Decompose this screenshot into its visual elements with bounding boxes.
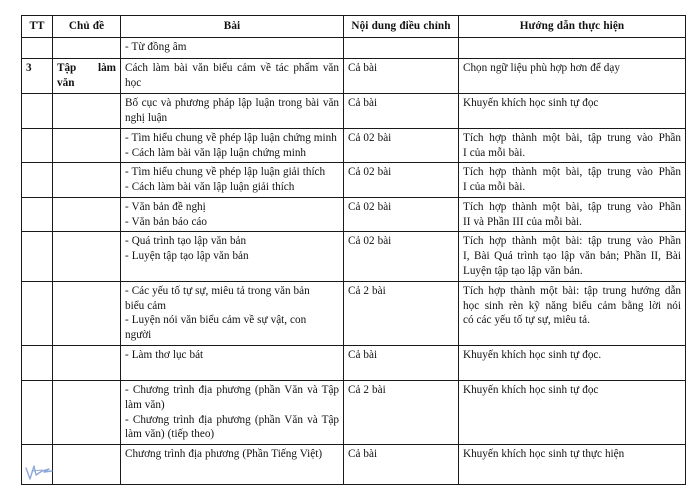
table-header-row xyxy=(22,16,686,38)
lesson-line: Cách làm bài văn biểu cảm về tác phẩm văn xyxy=(125,61,339,74)
lesson-line: làm văn) xyxy=(125,398,165,411)
lesson-line: - Luyện nói văn biểu cảm về sự vật, con xyxy=(125,314,307,327)
table-row xyxy=(22,58,686,93)
cell-content: Cả 02 bài xyxy=(344,232,459,281)
lesson-line: - Quá trình tạo lập văn bản xyxy=(125,235,247,248)
lesson-line: - Cách làm bài văn lập luận chứng minh xyxy=(125,146,307,159)
lesson-line: - Làm thơ lục bát xyxy=(125,348,204,361)
lesson-line: làm văn) (tiếp theo) xyxy=(125,428,215,441)
lesson-line: - Luyện tập tạo lập văn bản xyxy=(125,250,249,263)
cell-topic xyxy=(53,380,121,444)
cell-topic xyxy=(53,197,121,232)
guide-line: I, Bài Quá trình tạo lập văn bản; Phần II, Bài xyxy=(463,250,681,263)
lesson-line: - Tìm hiểu chung về phép lập luận chứng minh xyxy=(125,131,337,144)
cell-lesson xyxy=(121,128,344,163)
curriculum-adjustment-table xyxy=(21,15,686,485)
topic-line: văn xyxy=(57,76,75,89)
cell-content xyxy=(344,37,459,58)
table-body xyxy=(22,37,686,484)
cell-tt xyxy=(22,345,53,380)
cell-guide xyxy=(459,197,686,232)
table-header xyxy=(22,16,686,38)
cell-content: Cả bài xyxy=(344,58,459,93)
cell-lesson xyxy=(121,232,344,281)
cell-content: Cả bài xyxy=(344,345,459,380)
cell-content: Cả 2 bài xyxy=(344,380,459,444)
guide-line: Khuyến khích học sinh tự đọc. xyxy=(463,348,602,361)
lesson-line: biểu cảm xyxy=(125,299,166,312)
cell-tt xyxy=(22,37,53,58)
table-row xyxy=(22,197,686,232)
guide-line: I của mỗi bài. xyxy=(463,146,526,159)
guide-line: Tích hợp thành một bài: tập trung vào Phần xyxy=(463,235,681,248)
cell-guide xyxy=(459,128,686,163)
guide-line: Khuyến khích học sinh tự thực hiện xyxy=(463,448,625,461)
lesson-line: Chương trình địa phương (Phần Tiếng Việt) xyxy=(125,448,323,461)
cell-tt xyxy=(22,197,53,232)
lesson-line: - Tìm hiểu chung về phép lập luận giải thích xyxy=(125,166,326,179)
cell-lesson xyxy=(121,58,344,93)
cell-topic xyxy=(53,128,121,163)
lesson-line: - Chương trình địa phương (phần Văn và Tập xyxy=(125,383,339,396)
lesson-line: Bố cục và phương pháp lập luận trong bài văn xyxy=(125,96,339,109)
guide-line: Tích hợp thành một bài, tập trung vào Phần xyxy=(463,166,681,179)
guide-line: Tích hợp thành một bài: tập trung hướng dẫn xyxy=(463,284,681,297)
cell-guide xyxy=(459,380,686,444)
cell-tt xyxy=(22,232,53,281)
lesson-line: học xyxy=(125,76,142,89)
guide-line: Luyện tập tạo lập văn bản. xyxy=(463,265,583,278)
table-row xyxy=(22,37,686,58)
cell-tt xyxy=(22,163,53,198)
table-row xyxy=(22,93,686,128)
guide-line: Tích hợp thành một bài, tập trung vào Phần xyxy=(463,200,681,213)
lesson-line: - Văn bản đề nghị xyxy=(125,200,206,213)
guide-line: Tích hợp thành một bài, tập trung vào Phần xyxy=(463,131,681,144)
column-header-topic: Chủ đề xyxy=(53,16,121,38)
cell-topic xyxy=(53,163,121,198)
cell-content: Cả bài xyxy=(344,93,459,128)
column-header-tt: TT xyxy=(22,16,53,38)
cell-lesson xyxy=(121,281,344,345)
cell-lesson xyxy=(121,445,344,485)
lesson-line: nghị luận xyxy=(125,111,168,124)
cell-lesson xyxy=(121,93,344,128)
guide-line: II và Phần III của mỗi bài. xyxy=(463,215,582,228)
column-header-lesson: Bài xyxy=(121,16,344,38)
cell-topic xyxy=(53,345,121,380)
guide-line: có các yếu tố tự sự, miêu tả. xyxy=(463,314,590,327)
table-row xyxy=(22,445,686,485)
cell-topic xyxy=(53,232,121,281)
cell-tt xyxy=(22,128,53,163)
cell-guide xyxy=(459,93,686,128)
guide-line: I của mỗi bài. xyxy=(463,181,526,194)
guide-line: học sinh rèn kỹ năng biểu cảm bằng lời nói xyxy=(463,299,681,312)
cell-guide xyxy=(459,281,686,345)
topic-line: Tập làm xyxy=(57,61,116,74)
column-header-guide: Hướng dẫn thực hiện xyxy=(459,16,686,38)
guide-line: Khuyến khích học sinh tự đọc xyxy=(463,96,599,109)
cell-lesson xyxy=(121,163,344,198)
column-header-content: Nội dung điều chỉnh xyxy=(344,16,459,38)
cell-topic xyxy=(53,93,121,128)
cell-content: Cả 02 bài xyxy=(344,128,459,163)
lesson-line: - Chương trình địa phương (phần Văn và Tập xyxy=(125,413,339,426)
guide-line: Chọn ngữ liệu phù hợp hơn để dạy xyxy=(463,61,620,74)
cell-lesson xyxy=(121,37,344,58)
cell-topic xyxy=(53,37,121,58)
cell-guide xyxy=(459,163,686,198)
cell-content: Cả bài xyxy=(344,445,459,485)
cell-content: Cả 2 bài xyxy=(344,281,459,345)
table-row xyxy=(22,281,686,345)
cell-content: Cả 02 bài xyxy=(344,163,459,198)
cell-content: Cả 02 bài xyxy=(344,197,459,232)
table-row xyxy=(22,163,686,198)
cell-tt xyxy=(22,445,53,485)
cell-topic xyxy=(53,445,121,485)
cell-lesson xyxy=(121,380,344,444)
cell-guide xyxy=(459,37,686,58)
table-row xyxy=(22,232,686,281)
cell-tt xyxy=(22,380,53,444)
cell-lesson xyxy=(121,345,344,380)
lesson-line: - Từ đồng âm xyxy=(125,40,187,53)
table-row xyxy=(22,128,686,163)
guide-line: Khuyến khích học sinh tự đọc xyxy=(463,383,599,396)
table-row xyxy=(22,380,686,444)
cell-guide xyxy=(459,445,686,485)
lesson-line: người xyxy=(125,329,152,342)
cell-guide xyxy=(459,232,686,281)
lesson-line: - Văn bản báo cáo xyxy=(125,215,207,228)
cell-guide xyxy=(459,58,686,93)
lesson-line: - Cách làm bài văn lập luận giải thích xyxy=(125,181,295,194)
cell-tt xyxy=(22,281,53,345)
table-row xyxy=(22,345,686,380)
cell-topic xyxy=(53,281,121,345)
cell-tt xyxy=(22,93,53,128)
cell-tt: 3 xyxy=(22,58,53,93)
cell-lesson xyxy=(121,197,344,232)
cell-guide xyxy=(459,345,686,380)
cell-topic xyxy=(53,58,121,93)
lesson-line: - Các yếu tố tự sự, miêu tả trong văn bản xyxy=(125,284,310,297)
